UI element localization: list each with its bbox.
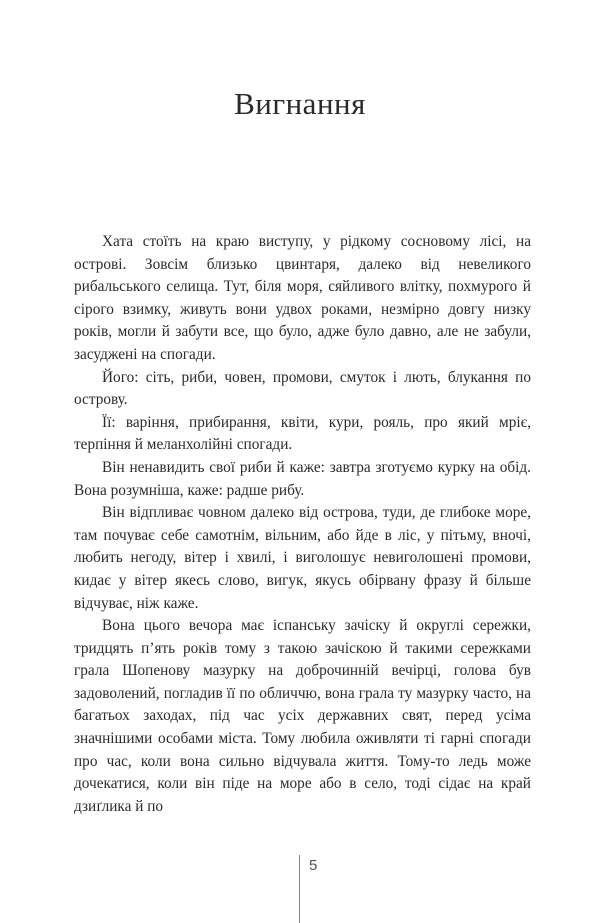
footer-divider (299, 855, 300, 923)
chapter-title: Вигнання (234, 86, 366, 121)
paragraph: Він ненавидить свої риби й каже: завтра зготуємо курку на обід. Вона розумніша, каже: радше рибу. (74, 458, 531, 499)
paragraph: Він відпливає човном далеко від острова, туди, де глибоке море, там почуває себе самотнім, вільним, або йде в ліс, у пітьму, вночі, любить негоду, вітер і хвилі, і виголошує невиголошені промови, кидає у вітер якесь слово, вигук, якусь обірвану фразу й більше відчуває, ніж каже. (74, 504, 531, 612)
chapter-text (74, 231, 531, 818)
paragraph: Вона цього вечора має іспанську зачіску й округлі сережки, тридцять п’ять років тому з такою зачіскою й такими сережками грала Шопенову мазурку на доброчинній вечірці, голова був задоволений, погладив її по обличчю, вона грала ту мазурку часто, на багатьох заходах, під час усіх державних свят, перед усіма значнішими особами міста. Тому любила оживляти ті гарні спогади про час, коли вона сильно відчувала життя. Тому-то ледь може дочекатися, коли він піде на море або в село, тоді сідає на край дзиґлика й по (74, 617, 531, 815)
paragraph: Хата стоїть на краю виступу, у рідкому сосновому лісі, на острові. Зовсім близько цвинтаря, далеко від невеликого рибальського селища. Тут, біля моря, сяйливого влітку, похмурого й сірого взимку, живуть вони удвох роками, незмірно довгу низку років, могли й забути все, що було, адже було давно, але не забули, засуджені на спогади. (74, 233, 531, 363)
page-number: 5 (309, 857, 318, 874)
paragraph: Її: варіння, прибирання, квіти, кури, рояль, про який мріє, терпіння й меланхолійні спогади. (74, 413, 531, 454)
paragraph: Його: сіть, риби, човен, промови, смуток і лють, блукання по острову. (74, 368, 531, 409)
